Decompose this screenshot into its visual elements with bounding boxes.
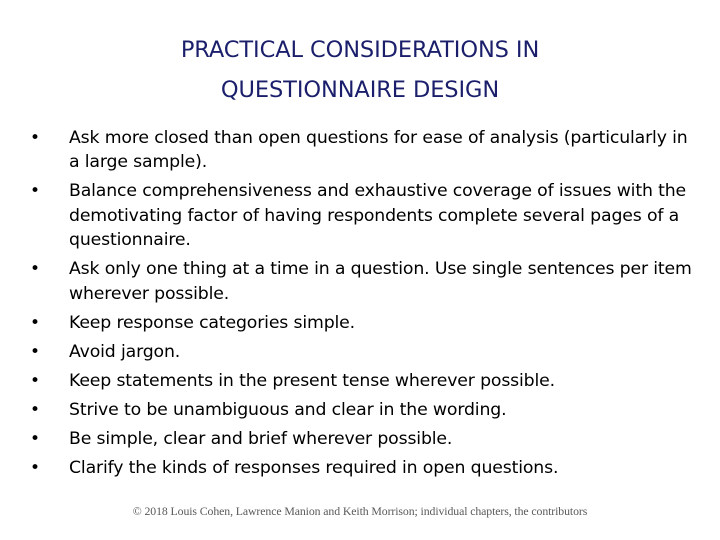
bullet-marker: • [30, 428, 40, 449]
bullet-text: Clarify the kinds of responses required in open questions. [69, 457, 559, 478]
bullet-marker: • [30, 259, 40, 280]
slide-title-line-1: PRACTICAL CONSIDERATIONS IN [180, 37, 540, 63]
bullet-text: Balance comprehensiveness and exhaustive coverage of issues with the demotivating factor of having respondents complete several pages of a questionnaire. [69, 181, 687, 251]
bullet-text: Keep statements in the present tense wherever possible. [69, 370, 555, 391]
bullet-marker: • [30, 399, 40, 420]
bullet-marker: • [30, 341, 40, 362]
bullet-item [24, 311, 700, 335]
copyright-footer: © 2018 Louis Cohen, Lawrence Manion and Keith Morrison; individual chapters, the contributors [132, 504, 588, 518]
bullet-item [24, 398, 700, 422]
slide-title-line-2: QUESTIONNAIRE DESIGN [220, 77, 500, 103]
bullet-marker: • [30, 370, 40, 391]
bullet-text: Ask only one thing at a time in a question. Use single sentences per item wherever possible. [69, 259, 692, 304]
bullet-text: Be simple, clear and brief wherever possible. [69, 428, 453, 449]
bullet-item [24, 456, 700, 480]
bullet-marker: • [30, 128, 40, 148]
bullet-item [24, 126, 700, 175]
bullet-list [24, 126, 700, 485]
bullet-text: Avoid jargon. [69, 341, 181, 362]
bullet-marker: • [30, 181, 40, 202]
bullet-item [24, 257, 700, 306]
bullet-item [24, 427, 700, 451]
bullet-text: Ask more closed than open questions for ease of analysis (particularly in a large sample). [69, 128, 688, 173]
bullet-text: Keep response categories simple. [69, 312, 355, 333]
slide-title [60, 30, 660, 110]
bullet-item [24, 179, 700, 252]
bullet-text: Strive to be unambiguous and clear in the wording. [69, 399, 507, 420]
bullet-item [24, 340, 700, 364]
bullet-item [24, 369, 700, 393]
bullet-marker: • [30, 312, 40, 333]
bullet-marker: • [30, 457, 40, 478]
